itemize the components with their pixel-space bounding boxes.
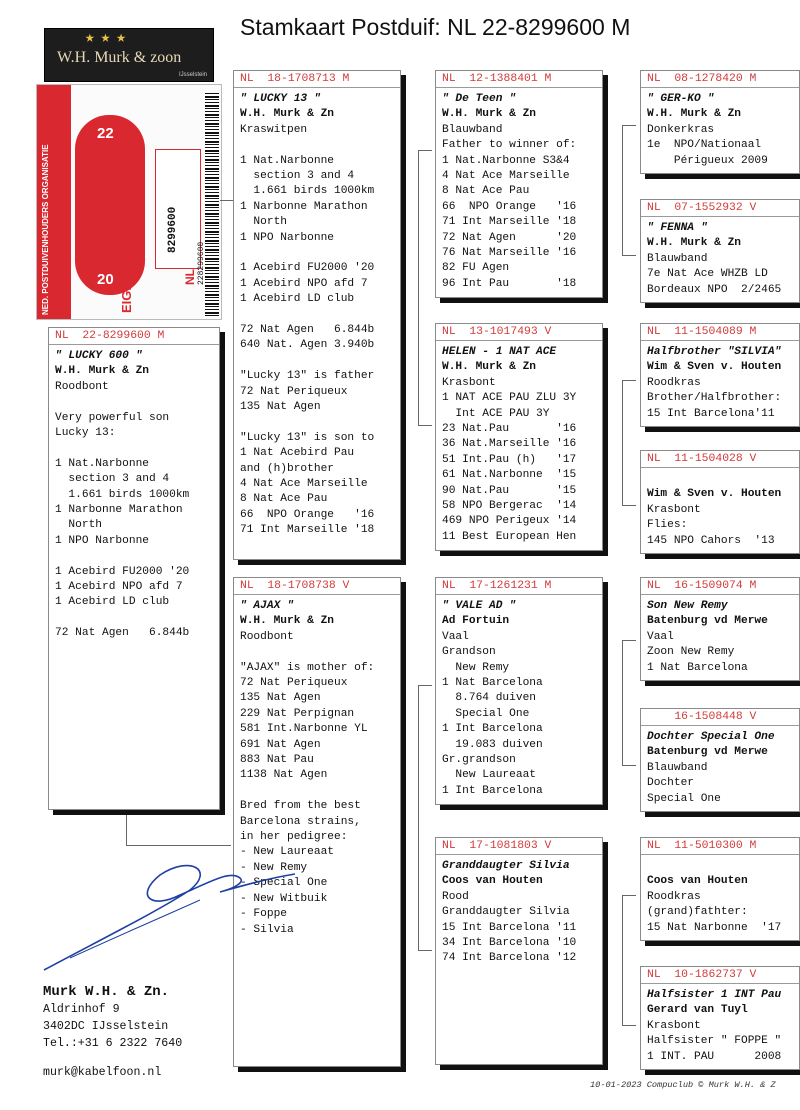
- card-line: 1138 Nat Agen: [240, 769, 328, 782]
- card-line: - Foppe: [240, 908, 287, 921]
- card-line: and (h)brother: [240, 462, 334, 475]
- card-line: 71 Int Marseille '18: [240, 524, 375, 537]
- card-line: 1 NAT ACE PAU ZLU 3Y: [442, 392, 577, 405]
- card-line: Blauwband: [647, 761, 708, 774]
- logo-subtext: IJsselstein: [178, 72, 207, 78]
- breeder-name: W.H. Murk & Zn: [442, 361, 536, 374]
- card-line: 76 Nat Marseille '16: [442, 247, 577, 260]
- card-line: 1 Acebird LD club: [55, 596, 170, 609]
- card-line: 51 Int.Pau (h) '17: [442, 453, 577, 466]
- pigeon-name: Halfsister 1 INT Pau: [647, 989, 782, 1001]
- pedigree-card-dds: [640, 837, 800, 941]
- ring-number: NL 17-1261231 M: [436, 578, 602, 595]
- card-line: 74 Int Barcelona '12: [442, 952, 577, 965]
- barcode-icon: [205, 93, 219, 317]
- card-line: Grandson: [442, 646, 496, 659]
- certificate-ring-number: 8299600: [167, 206, 179, 253]
- card-line: - New Remy: [240, 861, 308, 874]
- card-line: - New Laureaat: [240, 846, 334, 859]
- card-line: 72 Nat Agen 6.844b: [240, 324, 375, 337]
- ring-number: NL 18-1708713 M: [234, 71, 400, 88]
- ring-number: NL 17-1081803 V: [436, 838, 602, 855]
- card-line: North: [55, 519, 102, 532]
- ring-number: 16-1508448 V: [641, 709, 799, 726]
- card-line: 1 Nat Acebird Pau: [240, 447, 355, 460]
- card-line: Roodbont: [240, 630, 294, 643]
- certificate-title: EIGENDOMSBEWIJS v/d RING: [119, 125, 134, 313]
- card-line: 469 NPO Perigeux '14: [442, 515, 577, 528]
- breeder-name: Gerard van Tuyl: [647, 1004, 748, 1017]
- card-line: 8.764 duiven: [442, 692, 536, 705]
- card-line: 96 Int Pau '18: [442, 277, 577, 290]
- card-line: Blauwband: [647, 252, 708, 265]
- card-line: Father to winner of:: [442, 139, 577, 152]
- logo-text: W.H. Murk & zoon: [57, 49, 182, 66]
- pigeon-name: Dochter Special One: [647, 731, 775, 743]
- pigeon-name: " FENNA ": [647, 222, 708, 234]
- card-line: [55, 441, 213, 456]
- card-line: Kraswitpen: [240, 123, 308, 136]
- card-line: 15 Nat Narbonne '17: [647, 921, 782, 934]
- card-line: 1 Acebird NPO afd 7: [55, 581, 183, 594]
- card-line: 1e NPO/Nationaal: [647, 139, 762, 152]
- card-line: New Laureaat: [442, 769, 536, 782]
- card-line: Bred from the best: [240, 800, 361, 813]
- pigeon-name: " GER-KO ": [647, 93, 715, 105]
- card-line: 135 Nat Agen: [240, 401, 321, 414]
- breeder-name: W.H. Murk & Zn: [55, 365, 149, 378]
- card-line: 1 Nat Barcelona: [647, 661, 748, 674]
- pigeon-name: HELEN - 1 NAT ACE: [442, 346, 557, 358]
- card-line: 8 Nat Ace Pau: [442, 185, 530, 198]
- breeder-logo: [44, 28, 214, 82]
- owner-address: Aldrinhof 9: [43, 1003, 120, 1016]
- card-line: Donkerkras: [647, 123, 715, 136]
- card-line: 1 Nat.Narbonne S3&4: [442, 154, 570, 167]
- card-line: (grand)fathter:: [647, 906, 748, 919]
- ring-number: NL 10-1862737 V: [641, 967, 799, 984]
- card-line: in her pedigree:: [240, 831, 348, 844]
- pigeon-name: " VALE AD ": [442, 600, 516, 612]
- card-line: [240, 784, 394, 799]
- card-line: [55, 611, 213, 626]
- owner-contact: [43, 984, 182, 1081]
- pedigree-card-sire: [233, 70, 401, 560]
- card-line: Special One: [647, 792, 721, 805]
- certificate-year-left: 20: [97, 271, 114, 288]
- owner-name: Murk W.H. & Zn.: [43, 984, 170, 1000]
- card-line: 4 Nat Ace Marseille: [442, 170, 570, 183]
- ring-number: NL 16-1509074 M: [641, 578, 799, 595]
- card-line: [647, 859, 793, 874]
- card-line: 7e Nat Ace WHZB LD: [647, 268, 768, 281]
- ring-number: NL 11-5010300 M: [641, 838, 799, 855]
- card-line: 71 Int Marseille '18: [442, 216, 577, 229]
- pedigree-card-dam: [233, 577, 401, 1067]
- barcode-number: 228299600: [197, 241, 206, 285]
- certificate-org: NED. POSTDUIVENHOUDERS ORGANISATIE: [41, 144, 50, 315]
- footer-credit: 10-01-2023 Compuclub © Murk W.H. & Z: [590, 1080, 776, 1090]
- card-line: 883 Nat Pau: [240, 754, 314, 767]
- pedigree-card-dsd: [640, 708, 800, 812]
- pedigree-card-ssd: [640, 199, 800, 303]
- card-line: 1 Narbonne Marathon: [55, 504, 183, 517]
- ownership-certificate: [36, 84, 222, 320]
- card-line: [240, 354, 394, 369]
- pedigree-card-subject: [48, 327, 220, 810]
- breeder-name: W.H. Murk & Zn: [647, 108, 741, 121]
- card-line: Barcelona strains,: [240, 815, 361, 828]
- pedigree-card-sss: [640, 70, 800, 174]
- card-line: [240, 415, 394, 430]
- breeder-name: W.H. Murk & Zn: [647, 237, 741, 250]
- card-line: Int ACE PAU 3Y: [442, 407, 550, 420]
- card-line: "AJAX" is mother of:: [240, 661, 375, 674]
- card-line: section 3 and 4: [240, 170, 355, 183]
- card-line: New Remy: [442, 661, 510, 674]
- ring-number: NL 08-1278420 M: [641, 71, 799, 88]
- card-line: 82 FU Agen: [442, 262, 510, 275]
- breeder-name: W.H. Murk & Zn: [240, 108, 334, 121]
- card-line: Blauwband: [442, 123, 503, 136]
- card-line: - Special One: [240, 877, 328, 890]
- breeder-name: Batenburg vd Merwe: [647, 615, 768, 628]
- card-line: 72 Nat Agen '20: [442, 231, 577, 244]
- card-line: 61 Nat.Narbonne '15: [442, 469, 577, 482]
- card-line: 58 NPO Bergerac '14: [442, 500, 577, 513]
- card-line: [647, 472, 793, 487]
- card-line: Krasbont: [647, 1019, 701, 1032]
- card-line: 1 NPO Narbonne: [55, 534, 149, 547]
- card-line: Zoon New Remy: [647, 646, 735, 659]
- card-line: Roodbont: [55, 380, 109, 393]
- card-line: 36 Nat.Marseille '16: [442, 438, 577, 451]
- card-line: [55, 395, 213, 410]
- card-line: 66 NPO Orange '16: [442, 200, 577, 213]
- card-line: [240, 138, 394, 153]
- card-line: Brother/Halfbrother:: [647, 392, 782, 405]
- card-line: 691 Nat Agen: [240, 738, 321, 751]
- pedigree-card-sire-sire: [435, 70, 603, 298]
- ring-number: NL 18-1708738 V: [234, 578, 400, 595]
- ring-number: NL 12-1388401 M: [436, 71, 602, 88]
- card-line: 1 Acebird NPO afd 7: [240, 277, 368, 290]
- card-line: 23 Nat.Pau '16: [442, 423, 577, 436]
- card-line: 1 Nat.Narbonne: [240, 154, 334, 167]
- card-line: Périgueux 2009: [647, 154, 768, 167]
- card-line: [240, 645, 394, 660]
- pedigree-card-sds: [640, 323, 800, 427]
- card-line: 15 Int Barcelona '11: [442, 921, 577, 934]
- card-line: North: [240, 216, 287, 229]
- pedigree-card-sdd: [640, 450, 800, 554]
- breeder-name: Wim & Sven v. Houten: [647, 361, 782, 374]
- card-line: 1 NPO Narbonne: [240, 231, 334, 244]
- card-line: Roodkras: [647, 890, 701, 903]
- pedigree-card-ddd: [640, 966, 800, 1070]
- ring-number: NL 22-8299600 M: [49, 328, 219, 345]
- card-line: 581 Int.Narbonne YL: [240, 723, 368, 736]
- card-line: Bordeaux NPO 2/2465: [647, 283, 782, 296]
- card-line: [240, 246, 394, 261]
- card-line: [55, 549, 213, 564]
- card-line: - Silvia: [240, 923, 294, 936]
- signature-icon: [40, 840, 300, 980]
- pedigree-card-dam-sire: [435, 577, 603, 805]
- pigeon-name: Granddaugter Silvia: [442, 860, 570, 872]
- card-line: 640 Nat. Agen 3.940b: [240, 339, 375, 352]
- card-line: "Lucky 13" is father: [240, 370, 375, 383]
- card-line: 19.083 duiven: [442, 738, 543, 751]
- pigeon-name: Halfbrother "SILVIA": [647, 346, 782, 358]
- card-line: 4 Nat Ace Marseille: [240, 478, 368, 491]
- card-line: section 3 and 4: [55, 473, 170, 486]
- card-line: Lucky 13:: [55, 427, 116, 440]
- card-line: 1.661 birds 1000km: [240, 185, 375, 198]
- page-title: Stamkaart Postduif: NL 22-8299600 M: [240, 14, 631, 40]
- pigeon-name: " LUCKY 600 ": [55, 350, 143, 362]
- card-line: 1 Nat.Narbonne: [55, 457, 149, 470]
- card-line: 1 Acebird LD club: [240, 293, 355, 306]
- card-line: 145 NPO Cahors '13: [647, 534, 775, 547]
- ring-number: NL 11-1504028 V: [641, 451, 799, 468]
- card-line: Special One: [442, 707, 530, 720]
- certificate-country: NL: [183, 269, 197, 285]
- ring-number: NL 07-1552932 V: [641, 200, 799, 217]
- owner-email[interactable]: murk@kabelfoon.nl: [43, 1066, 162, 1079]
- pigeon-name: " AJAX ": [240, 600, 294, 612]
- card-line: 34 Int Barcelona '10: [442, 937, 577, 950]
- pedigree-card-dss: [640, 577, 800, 681]
- card-line: Gr.grandson: [442, 754, 516, 767]
- breeder-name: Batenburg vd Merwe: [647, 746, 768, 759]
- card-line: 1 Int Barcelona: [442, 784, 543, 797]
- card-line: 15 Int Barcelona'11: [647, 407, 775, 420]
- ring-number: NL 13-1017493 V: [436, 324, 602, 341]
- card-line: 1.661 birds 1000km: [55, 488, 190, 501]
- pigeon-name: " LUCKY 13 ": [240, 93, 321, 105]
- card-line: "Lucky 13" is son to: [240, 431, 375, 444]
- card-line: Granddaugter Silvia: [442, 906, 570, 919]
- card-line: Rood: [442, 890, 469, 903]
- card-line: 11 Best European Hen: [442, 530, 577, 543]
- card-line: Roodkras: [647, 376, 701, 389]
- card-line: Vaal: [442, 630, 469, 643]
- certificate-year-right: 22: [97, 125, 114, 142]
- card-line: 8 Nat Ace Pau: [240, 493, 328, 506]
- card-line: 1 Narbonne Marathon: [240, 200, 368, 213]
- breeder-name: W.H. Murk & Zn: [240, 615, 334, 628]
- card-line: - New Witbuik: [240, 892, 328, 905]
- card-line: [240, 308, 394, 323]
- card-line: 1 INT. PAU 2008: [647, 1050, 782, 1063]
- pigeon-name: Son New Remy: [647, 600, 728, 612]
- card-line: Vaal: [647, 630, 674, 643]
- card-line: 90 Nat.Pau '15: [442, 484, 577, 497]
- breeder-name: Wim & Sven v. Houten: [647, 488, 782, 501]
- breeder-name: Ad Fortuin: [442, 615, 510, 628]
- pigeon-name: " De Teen ": [442, 93, 516, 105]
- owner-city: 3402DC IJsselstein: [43, 1020, 169, 1033]
- card-line: 72 Nat Periqueux: [240, 677, 348, 690]
- card-line: 1 Acebird FU2000 '20: [55, 565, 190, 578]
- breeder-name: Coos van Houten: [442, 875, 543, 888]
- pedigree-card-sire-dam: [435, 323, 603, 551]
- stars-icon: ★★★: [85, 29, 132, 47]
- card-line: Krasbont: [647, 503, 701, 516]
- ring-number: NL 11-1504089 M: [641, 324, 799, 341]
- card-line: Halfsister " FOPPE ": [647, 1035, 782, 1048]
- card-line: 229 Nat Perpignan: [240, 707, 355, 720]
- card-line: Very powerful son: [55, 411, 170, 424]
- card-line: 1 Nat Barcelona: [442, 677, 543, 690]
- card-line: 135 Nat Agen: [240, 692, 321, 705]
- certificate-emblem: [75, 115, 145, 295]
- breeder-name: Coos van Houten: [647, 875, 748, 888]
- card-line: 72 Nat Agen 6.844b: [55, 627, 190, 640]
- card-line: 1 Int Barcelona: [442, 723, 543, 736]
- card-line: 72 Nat Periqueux: [240, 385, 348, 398]
- card-line: Dochter: [647, 777, 694, 790]
- card-line: 1 Acebird FU2000 '20: [240, 262, 375, 275]
- pedigree-card-dam-dam: [435, 837, 603, 1065]
- card-line: Flies:: [647, 519, 688, 532]
- card-line: 66 NPO Orange '16: [240, 508, 375, 521]
- owner-phone: Tel.:+31 6 2322 7640: [43, 1037, 183, 1050]
- card-line: Krasbont: [442, 376, 496, 389]
- breeder-name: W.H. Murk & Zn: [442, 108, 536, 121]
